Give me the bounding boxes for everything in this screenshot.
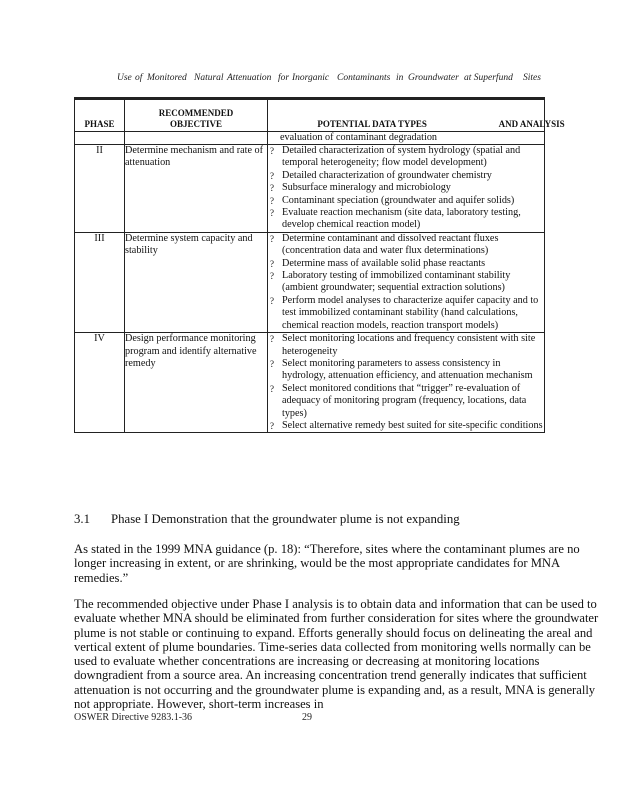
header-word: Groundwater xyxy=(408,73,459,83)
header-word: Use xyxy=(117,73,132,83)
list-item: ? Determine mass of available solid phase reactants xyxy=(270,257,486,269)
list-item: ? Select alternative remedy best suited for site-specific conditions xyxy=(270,419,543,431)
body-paragraph: As stated in the 1999 MNA guidance (p. 18): “Therefore, sites where the contaminant plumes are no longer increasing in extent, or are shrinking, would be the most appropriate candidates for MNA remedies.” xyxy=(74,542,580,585)
header-word: Natural xyxy=(194,73,224,83)
list-item: ? Select monitoring locations and frequency consistent with site heterogeneity xyxy=(270,333,536,357)
list-item: ? Subsurface mineralogy and microbiology xyxy=(270,182,451,194)
bullet-icon: ? xyxy=(270,334,274,345)
list-item: ? Detailed characterization of groundwater chemistry xyxy=(270,169,492,181)
list-item: ? Contaminant speciation (groundwater and aquifer solids) xyxy=(270,194,515,206)
col-phase-header: PHASE xyxy=(75,99,125,132)
objective-text: Determine system capacity and stability xyxy=(125,232,268,332)
data-type-list xyxy=(268,233,544,332)
table-row-continuation xyxy=(75,132,545,145)
data-type-list xyxy=(268,333,544,432)
footer-directive: OSWER Directive 9283.1-36 xyxy=(74,712,193,723)
bullet-icon: ? xyxy=(270,146,274,156)
section-title: Phase I Demonstration that the groundwater plume is not expanding xyxy=(111,512,460,526)
bullet-icon: ? xyxy=(270,208,274,219)
page-number: 29 xyxy=(302,712,312,723)
bullet-icon: ? xyxy=(270,183,274,194)
header-word: in xyxy=(396,73,404,83)
col-types-header: POTENTIAL DATA TYPES AND ANALYSIS xyxy=(268,99,545,132)
phase-label: III xyxy=(75,232,125,332)
bullet-icon: ? xyxy=(270,420,274,431)
objective-text: Design performance monitoring program and identify alternative remedy xyxy=(125,333,268,433)
phase-label: II xyxy=(75,145,125,233)
header-word: Contaminants xyxy=(337,73,391,83)
list-item: ? Evaluate reaction mechanism (site data, laboratory testing, develop chemical reaction model) xyxy=(270,207,521,231)
bullet-icon: ? xyxy=(270,195,274,206)
section-number: 3.1 xyxy=(74,512,90,526)
header-word: of xyxy=(135,73,143,83)
col-objective-header: RECOMMENDED OBJECTIVE xyxy=(125,99,268,132)
bullet-icon: ? xyxy=(270,258,274,269)
bullet-icon: ? xyxy=(270,295,274,306)
bullet-icon: ? xyxy=(270,383,274,394)
continuation-text: evaluation of contaminant degradation xyxy=(280,132,438,143)
list-item: ? Determine contaminant and dissolved reactant fluxes (concentration data and water flux determinations) xyxy=(270,232,499,257)
header-word: at Superfund xyxy=(464,73,513,83)
list-item: ? Detailed characterization of system hydrology (spatial and temporal heterogeneity; flow model development) xyxy=(270,145,521,169)
section-heading xyxy=(74,512,604,526)
table-row xyxy=(75,333,545,433)
bullet-icon: ? xyxy=(270,358,274,369)
list-item: ? Perform model analyses to characterize aquifer capacity and to test immobilized contaminant stability (hand calculations, chemical reaction models, reaction transport models) xyxy=(270,294,539,331)
data-type-list xyxy=(268,145,544,232)
table-row xyxy=(75,145,545,233)
body-paragraph: The recommended objective under Phase I analysis is to obtain data and information that can be used to evaluate whether MNA should be eliminated from further consideration for sites where the groundwater plume is not stable or continuing to expand. Efforts generally should focus on delineating the areal and vertical extent of plume boundaries. Time-series data collected from monitoring wells normally can be used to evaluate whether concentrations are increasing or decreasing at monitoring locations downgradient from a source area. An increasing concentration trend generally indicates that sufficient attenuation is not occurring and the groundwater plume is expanding and, as a result, MNA is generally not appropriate. However, short-term increases in xyxy=(74,597,599,712)
header-word: Inorganic xyxy=(292,73,330,83)
phase-label: IV xyxy=(75,333,125,433)
header-word: for xyxy=(278,73,290,83)
table-header-row xyxy=(75,99,545,132)
bullet-icon: ? xyxy=(270,271,274,282)
bullet-icon: ? xyxy=(270,170,274,181)
header-word: Attenuation xyxy=(227,73,272,83)
bullet-icon: ? xyxy=(270,233,274,244)
list-item: ? Select monitoring parameters to assess consistency in hydrology, attenuation efficiency, and attenuation mechanism xyxy=(270,357,533,382)
header-word: Sites xyxy=(523,73,541,83)
list-item: ? Select monitored conditions that “trigger” re-evaluation of adequacy of monitoring program (frequency, locations, data types) xyxy=(270,382,527,419)
objective-text: Determine mechanism and rate of attenuation xyxy=(125,145,268,233)
header-word: Monitored xyxy=(147,73,187,83)
list-item: ? Laboratory testing of immobilized contaminant stability (ambient groundwater; sequential extraction solutions) xyxy=(270,270,511,294)
table-row xyxy=(75,232,545,332)
phase-table xyxy=(74,97,565,433)
